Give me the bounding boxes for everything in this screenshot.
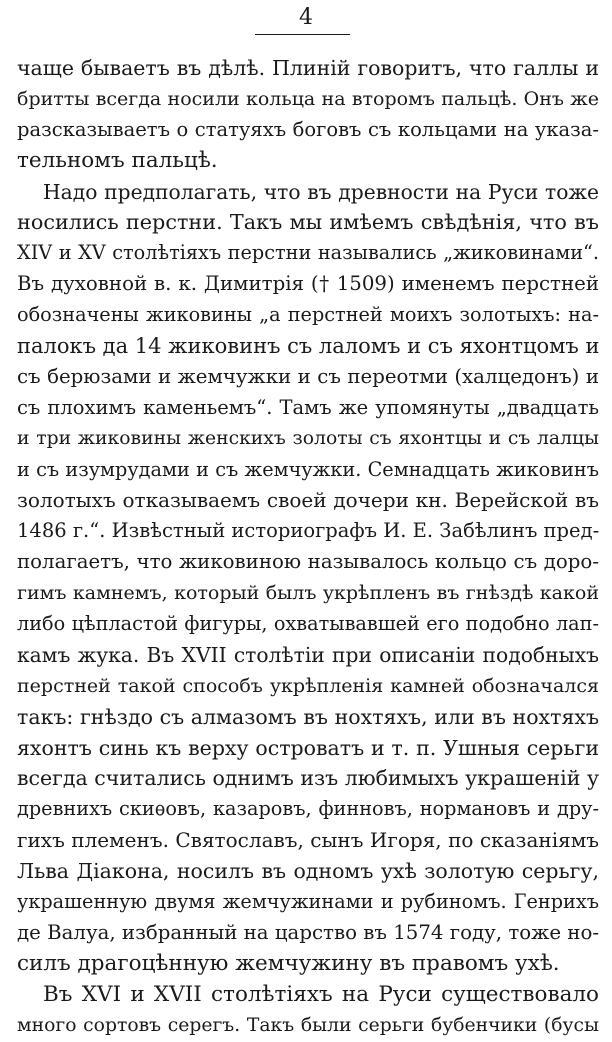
text-line: древнихъ скиѳовъ, казаровъ, финновъ, норманoвъ и дру- [17,797,599,821]
text-line: XIV и XV столѣтіяхъ перстни назывались „жиковинами“. [17,241,599,265]
text-line: яхонтъ синь къ верху островатъ и т. п. Ушныя серьги [17,735,599,760]
text-line: золотыхъ отказываемъ своей дочери кн. Верейской въ [17,488,599,513]
body-text [17,53,599,1042]
text-line: и съ изумрудами и съ жемчужки. Семнадцать жиковинъ [17,457,599,481]
text-line: съ плохимъ каменьемъ“. Тамъ же упомянуты „двадцать [17,395,599,419]
text-line: разсказываетъ о статуяхъ боговъ съ кольцами на указа- [17,117,599,141]
text-line: 1486 г.“. Извѣстный историографъ И. Е. Забѣлинъ пред- [17,519,599,543]
text-line: либо цѣпластой фигуры, охватывавшей его подобно лап- [17,612,599,636]
text-line: гимъ камнемъ, который былъ укрѣпленъ въ гнѣздѣ какой [17,582,599,605]
text-line: силъ драгоцѣнную жемчужину въ правомъ ухѣ. [17,950,560,976]
text-line: обозначены жиковины „а перстней моихъ золотыхъ: на- [17,303,599,327]
text-line: Въ духовной в. к. Димитрія († 1509) именемъ перстней [17,272,599,296]
page-number: 4 [299,5,313,30]
text-line: Надо предполагать, что въ древности на Руси тоже [43,179,599,204]
text-line: Льва Діакона, носилъ въ одномъ ухѣ золотую серьгу, [17,859,599,884]
text-line: Въ XVI и XVII столѣтіяхъ на Руси существовало [43,981,599,1007]
text-line: перстней такой способъ укрѣпленія камней обозначался [17,674,599,697]
header-rule [255,34,350,35]
text-line: всегда считались однимъ изъ любимыхъ украшеній у [17,766,599,791]
text-line: съ берюзами и жемчужки и съ переотми (халцедонъ) и [17,364,599,388]
text-line: много сортовъ серегъ. Такъ были серьги бубенчики (бусы [17,1014,599,1036]
text-line: камъ жука. Въ XVII столѣтіи при описаніи подобныхъ [17,642,599,667]
text-line: украшенную двумя жемчужинами и рубиномъ. Генрихъ [17,890,599,914]
text-line: такъ: гнѣздо съ алмазомъ въ нохтяхъ, или въ нохтяхъ [17,704,599,729]
text-line: полагаетъ, что жиковиною называлось кольцо съ дорo- [17,550,599,574]
text-line: тельномъ пальцѣ. [17,147,218,173]
text-line: палокъ да 14 жиковинъ съ лаломъ и съ яхонтцомъ и [17,334,599,359]
text-line: де Валуа, избранный на царство въ 1574 году, тоже но- [17,920,599,944]
text-line: чаще бываетъ въ дѣлѣ. Плиній говоритъ, что галлы и [17,56,599,80]
text-line: носились перстни. Такъ мы имѣемъ свѣдѣнія, что въ [17,210,599,235]
text-line: гихъ племенъ. Святославъ, сынъ Игоря, по сказаніямъ [17,828,599,853]
text-line: бритты всегда носили кольца на второмъ пальцѣ. Онъ же [17,87,599,110]
text-line: и три жиковины женскихъ золоты съ яхонтцы и съ лалцы [17,427,599,449]
